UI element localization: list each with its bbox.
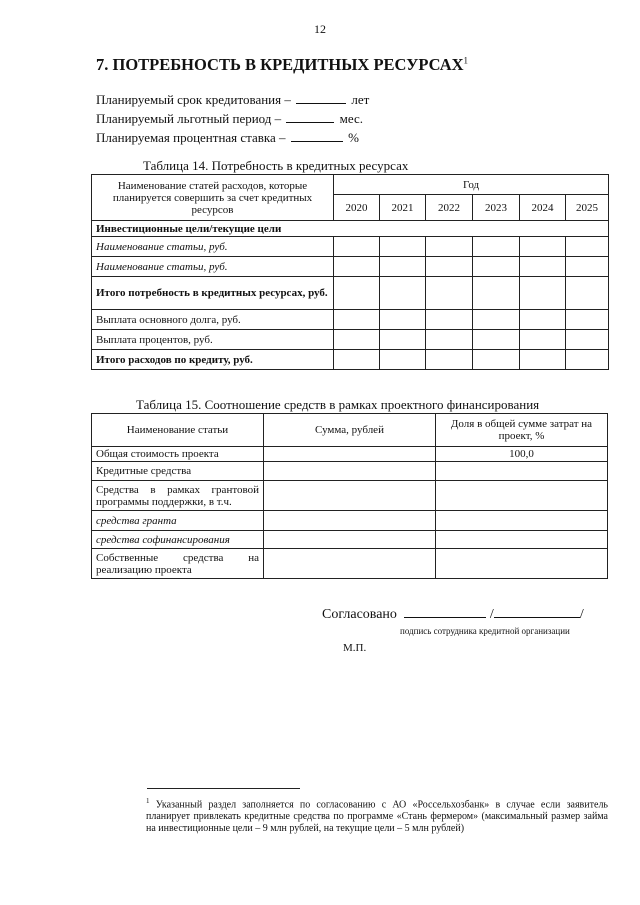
t14-header-name: Наименование статей расходов, которые планируется совершить за счет кредитных ресурсов	[92, 175, 334, 221]
t14-row-label: Инвестиционные цели/текущие цели	[92, 221, 609, 237]
t15-row-label: Общая стоимость проекта	[92, 447, 264, 462]
t14-cell[interactable]	[380, 277, 426, 310]
table-row	[92, 481, 608, 511]
project-financing-table	[91, 413, 608, 579]
t14-cell[interactable]	[334, 330, 380, 350]
section-title-text: 7. ПОТРЕБНОСТЬ В КРЕДИТНЫХ РЕСУРСАХ	[96, 55, 464, 74]
footnote	[146, 795, 608, 835]
t14-cell[interactable]	[380, 237, 426, 257]
t14-cell[interactable]	[520, 330, 566, 350]
footnote-divider	[147, 788, 300, 789]
t15-sum-cell[interactable]	[264, 531, 436, 549]
t14-cell[interactable]	[566, 330, 609, 350]
grace-period-unit: мес.	[339, 111, 364, 126]
t14-year: 2022	[426, 195, 473, 221]
grace-period-blank[interactable]	[286, 111, 334, 123]
t14-cell[interactable]	[334, 277, 380, 310]
t15-header-name: Наименование статьи	[92, 414, 264, 447]
signature-slash: /	[489, 607, 494, 622]
signature-caption: подпись сотрудника кредитной организации	[400, 626, 570, 636]
table-row	[92, 330, 609, 350]
table14-caption: Таблица 14. Потребность в кредитных ресурсах	[143, 158, 409, 173]
credit-term-unit: лет	[351, 92, 370, 107]
footnote-text: Указанный раздел заполняется по согласованию с АО «Россельхозбанк» в случае если заявитель планирует привлекать кредитные средства по программе «Стань фермером» (максимальный размер займа на инвестиционные цели – 9 млн рублей, на текущие цели – 5 млн рублей)	[146, 799, 608, 835]
t14-cell[interactable]	[520, 277, 566, 310]
table-row	[92, 549, 608, 579]
t14-cell[interactable]	[520, 350, 566, 370]
t14-cell[interactable]	[426, 310, 473, 330]
interest-rate-unit: %	[348, 130, 359, 145]
footnote-ref: 1	[463, 55, 469, 66]
credit-term-blank[interactable]	[296, 92, 346, 104]
t14-cell[interactable]	[380, 257, 426, 277]
footnote-mark: 1	[146, 797, 150, 805]
interest-rate-blank[interactable]	[291, 130, 343, 142]
t14-year: 2025	[566, 195, 609, 221]
interest-rate-label: Планируемая процентная ставка –	[96, 130, 286, 145]
t15-share-cell[interactable]	[436, 511, 608, 531]
t14-cell[interactable]	[520, 310, 566, 330]
t15-share-cell[interactable]	[436, 549, 608, 579]
t15-sum-cell[interactable]	[264, 511, 436, 531]
t14-cell[interactable]	[334, 237, 380, 257]
t14-cell[interactable]	[334, 310, 380, 330]
table-row	[92, 350, 609, 370]
grace-period-label: Планируемый льготный период –	[96, 111, 282, 126]
t14-year: 2024	[520, 195, 566, 221]
t14-cell[interactable]	[520, 237, 566, 257]
t14-cell[interactable]	[426, 330, 473, 350]
t14-cell[interactable]	[473, 310, 520, 330]
table-row	[92, 257, 609, 277]
table-row	[92, 237, 609, 257]
t14-cell[interactable]	[334, 350, 380, 370]
table-row	[92, 462, 608, 481]
section-title	[96, 55, 468, 75]
table-row	[92, 277, 609, 310]
table15-caption: Таблица 15. Соотношение средств в рамках проектного финансирования	[136, 397, 540, 412]
t15-share-cell[interactable]	[436, 481, 608, 511]
page-number: 12	[314, 22, 326, 36]
t14-cell[interactable]	[520, 257, 566, 277]
signature-label: Согласовано	[322, 607, 397, 622]
t14-cell[interactable]	[473, 350, 520, 370]
t15-header-sum: Сумма, рублей	[264, 414, 436, 447]
table-row	[92, 310, 609, 330]
t14-cell[interactable]	[380, 310, 426, 330]
t14-row-label: Наименование статьи, руб.	[92, 257, 334, 277]
t14-cell[interactable]	[334, 257, 380, 277]
t15-share-cell[interactable]	[436, 531, 608, 549]
grace-period-line	[96, 111, 363, 127]
table-row	[92, 511, 608, 531]
t15-sum-cell[interactable]	[264, 447, 436, 462]
t15-share-cell[interactable]	[436, 462, 608, 481]
t14-cell[interactable]	[473, 257, 520, 277]
t15-sum-cell[interactable]	[264, 481, 436, 511]
t14-cell[interactable]	[566, 257, 609, 277]
t14-year: 2020	[334, 195, 380, 221]
table-row	[92, 447, 608, 462]
t14-cell[interactable]	[426, 237, 473, 257]
t14-row-label: Выплата процентов, руб.	[92, 330, 334, 350]
table-row	[92, 531, 608, 549]
credit-term-label: Планируемый срок кредитования –	[96, 92, 291, 107]
t14-cell[interactable]	[426, 257, 473, 277]
t14-year: 2021	[380, 195, 426, 221]
signature-blank[interactable]	[404, 605, 486, 618]
t14-cell[interactable]	[380, 350, 426, 370]
t14-cell[interactable]	[426, 277, 473, 310]
interest-rate-line	[96, 130, 359, 146]
t15-row-label: Собственные средства на реализацию проекта	[92, 549, 264, 579]
t14-cell[interactable]	[473, 277, 520, 310]
t14-cell[interactable]	[473, 330, 520, 350]
t15-row-label: средства софинансирования	[92, 531, 264, 549]
t14-row-label: Итого потребность в кредитных ресурсах, руб.	[92, 277, 334, 310]
t15-row-label: Кредитные средства	[92, 462, 264, 481]
t15-row-label: Средства в рамках грантовой программы поддержки, в т.ч.	[92, 481, 264, 511]
t14-row-label: Итого расходов по кредиту, руб.	[92, 350, 334, 370]
credit-needs-table	[91, 174, 609, 370]
t14-cell[interactable]	[566, 237, 609, 257]
signature-line	[322, 605, 584, 623]
signature-slash: /	[579, 607, 584, 622]
t14-header-year: Год	[334, 175, 609, 195]
t14-row-label: Наименование статьи, руб.	[92, 237, 334, 257]
t14-year: 2023	[473, 195, 520, 221]
t14-cell[interactable]	[566, 350, 609, 370]
t15-row-label: средства гранта	[92, 511, 264, 531]
t15-sum-cell[interactable]	[264, 549, 436, 579]
t15-sum-cell[interactable]	[264, 462, 436, 481]
t15-header-share: Доля в общей сумме затрат на проект, %	[436, 414, 608, 447]
t14-cell[interactable]	[426, 350, 473, 370]
t14-cell[interactable]	[566, 277, 609, 310]
t14-cell[interactable]	[566, 310, 609, 330]
signature-name-blank[interactable]	[494, 605, 580, 618]
t14-cell[interactable]	[380, 330, 426, 350]
t15-share-cell[interactable]: 100,0	[436, 447, 608, 462]
t14-row-label: Выплата основного долга, руб.	[92, 310, 334, 330]
t14-cell[interactable]	[473, 237, 520, 257]
stamp-label: М.П.	[343, 642, 367, 654]
credit-term-line	[96, 92, 369, 108]
